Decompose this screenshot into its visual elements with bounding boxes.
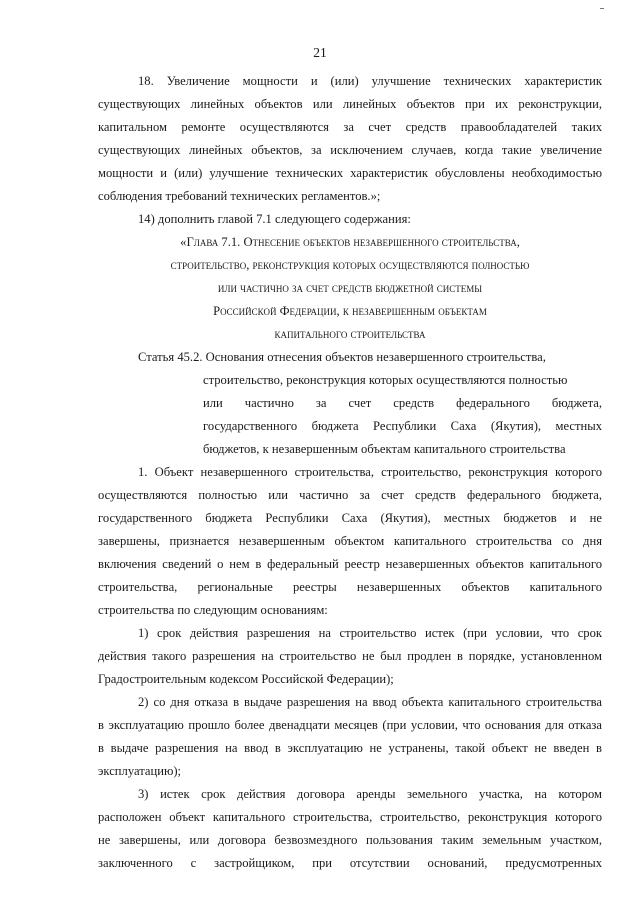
paragraph-18-line: существующих линейных объектов, за исключением случаев, когда такие увеличение xyxy=(98,143,602,157)
article-heading-line: государственного бюджета Республики Саха (Якутия), местных xyxy=(203,419,602,433)
subpoint-3-line: не завершены, или договора безвозмездного пользования таким земельным участком, xyxy=(98,833,602,847)
point-1-line: включения сведений о нем в федеральный реестр незавершенных объектов капитального xyxy=(98,557,602,571)
subpoint-3-line: 3) истек срок действия договора аренды земельного участка, на котором xyxy=(138,787,602,801)
subpoint-1-line: действия такого разрешения на строительство не был продлен в порядке, установленном xyxy=(98,649,602,663)
subpoint-3-line: заключенного с застройщиком, при отсутствии оснований, предусмотренных xyxy=(98,856,602,870)
subpoint-2-line: в выдаче разрешения на ввод в эксплуатацию не устранены, такой объект не введен в xyxy=(98,741,602,755)
paragraph-18-line: существующих линейных объектов или линейных объектов при их реконструкции, xyxy=(98,97,602,111)
subpoint-2-line: эксплуатацию); xyxy=(98,764,182,778)
point-1-line: осуществляются полностью или частично за счет средств федерального бюджета, xyxy=(98,488,602,502)
paragraph-18-line: капитальном ремонте осуществляются за счет средств правообладателей таких xyxy=(98,120,602,134)
chapter-heading-line: капитального строительства xyxy=(274,327,426,341)
chapter-heading-line: «Глава 7.1. Отнесение объектов незавершенного строительства, xyxy=(180,235,520,249)
point-1-line: строительства по следующим основаниям: xyxy=(98,603,328,617)
paragraph-18-line: 18. Увеличение мощности и (или) улучшение технических характеристик xyxy=(138,74,602,88)
page-number: 21 xyxy=(313,45,327,60)
point-1-line: 1. Объект незавершенного строительства, строительство, реконструкция которого xyxy=(138,465,602,479)
point-1-line: строительства, региональные реестры незавершенных объектов капитального xyxy=(98,580,602,594)
subpoint-3-line: расположен объект капитального строительства, строительство, реконструкция которого xyxy=(98,810,602,824)
article-heading-line: Статья 45.2. Основания отнесения объектов незавершенного строительства, xyxy=(138,350,546,364)
amendment-item-14: 14) дополнить главой 7.1 следующего содержания: xyxy=(138,212,411,226)
article-heading-line: строительство, реконструкция которых осуществляются полностью xyxy=(203,373,568,387)
paragraph-18-line: мощности и (или) улучшение технических характеристик обусловлены необходимостью xyxy=(98,166,602,180)
scan-mark xyxy=(600,8,604,9)
subpoint-1-line: Градостроительным кодексом Российской Федерации); xyxy=(98,672,394,686)
paragraph-18-line: соблюдения требований технических регламентов.»; xyxy=(98,189,381,203)
subpoint-2-line: в эксплуатацию прошло более двенадцати месяцев (при условии, что основания для отказа xyxy=(98,718,602,732)
subpoint-2-line: 2) со дня отказа в выдаче разрешения на ввод объекта капитального строительства xyxy=(138,695,602,709)
article-heading-line: или частично за счет средств федерального бюджета, xyxy=(203,396,602,410)
point-1-line: завершены, признается незавершенным объектом капитального строительства со дня xyxy=(98,534,602,548)
chapter-heading-line: или частично за счет средств бюджетной системы xyxy=(217,281,483,295)
article-heading-line: бюджетов, к незавершенным объектам капитального строительства xyxy=(203,442,566,456)
point-1-line: государственного бюджета Республики Саха (Якутия), местных бюджетов и не xyxy=(98,511,602,525)
chapter-heading-line: Российской Федерации, к незавершенным объектам xyxy=(213,304,487,318)
subpoint-1-line: 1) срок действия разрешения на строительство истек (при условии, что срок xyxy=(138,626,602,640)
chapter-heading-line: строительство, реконструкция которых осуществляются полностью xyxy=(170,258,530,272)
